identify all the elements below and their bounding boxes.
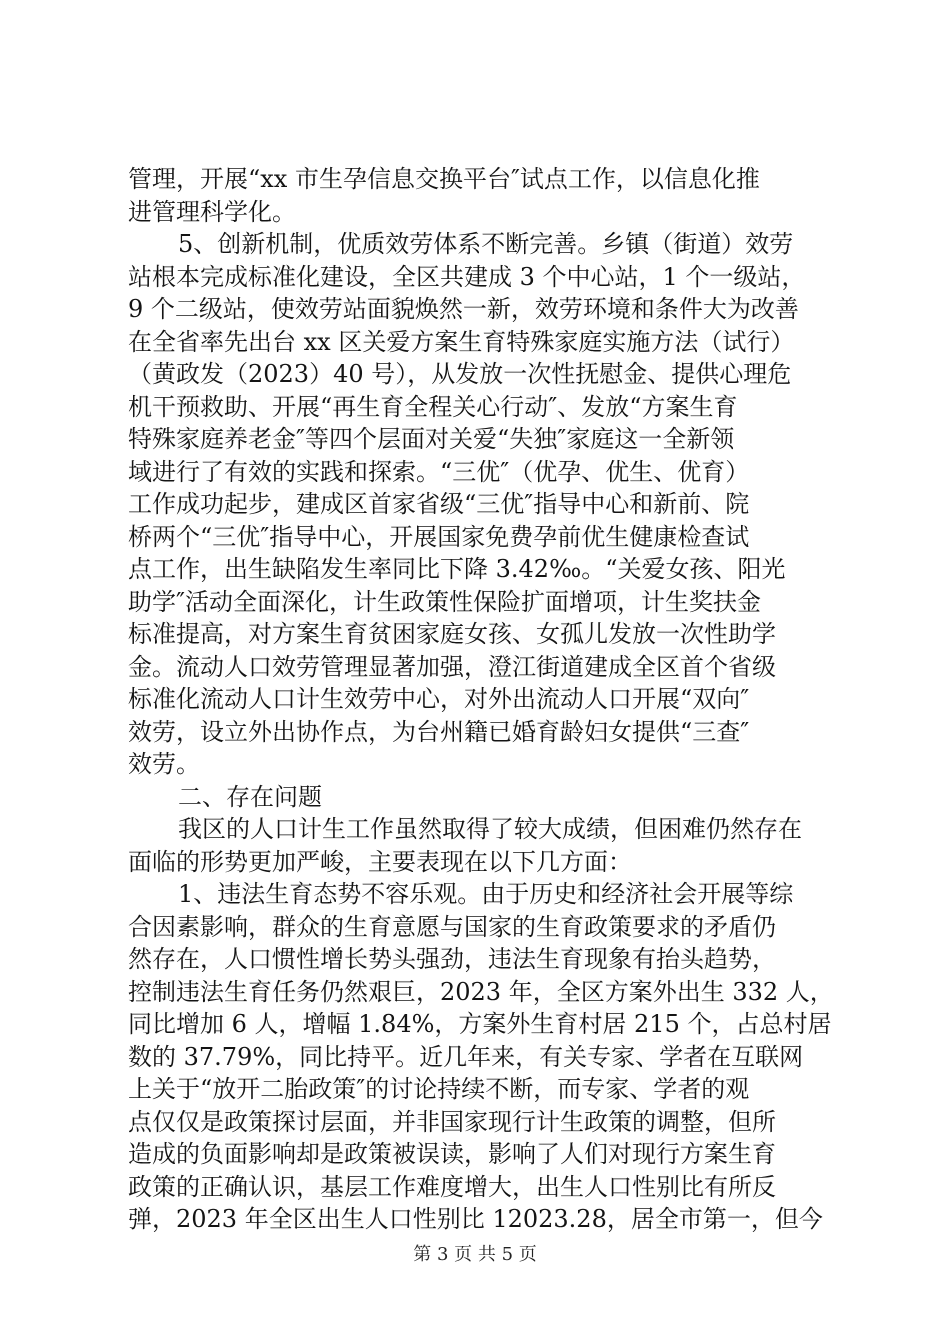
text-line: 数的 37.79%，同比持平。近几年来，有关专家、学者在互联网 [128, 1042, 804, 1071]
text-line: 造成的负面影响却是政策被误读，影响了人们对现行方案生育 [128, 1140, 776, 1168]
text-line: 进管理科学化。 [128, 197, 296, 226]
text-line: 面临的形势更加严峻，主要表现在以下几方面： [128, 847, 632, 876]
text-line: 标准化流动人口计生效劳中心，对外出流动人口开展“双向″ [128, 685, 750, 713]
section-heading: 二、存在问题 [178, 782, 322, 811]
text-line: 效劳，设立外出协作点，为台州籍已婚育龄妇女提供“三查″ [128, 717, 750, 746]
text-line: 管理，开展“xx 市生孕信息交换平台″试点工作，以信息化推 [128, 165, 760, 193]
text-line: （黄政发（2023）40 号），从发放一次性抚慰金、提供心理危 [128, 360, 792, 388]
text-line: 然存在，人口惯性增长势头强劲，违法生育现象有抬头趋势， [128, 945, 776, 973]
text-line: 机干预救助、开展“再生育全程关心行动″、发放“方案生育 [128, 392, 738, 421]
text-line: 特殊家庭养老金″等四个层面对关爱“失独″家庭这一全新领 [128, 425, 735, 453]
text-line: 助学″活动全面深化，计生政策性保险扩面增项，计生奖扶金 [128, 587, 761, 616]
text-line: 效劳。 [128, 750, 200, 778]
paragraph-start: 我区的人口计生工作虽然取得了较大成绩，但困难仍然存在 [178, 815, 802, 843]
text-line: 9 个二级站，使效劳站面貌焕然一新，效劳环境和条件大为改善 [128, 295, 799, 323]
text-line: 金。流动人口效劳管理显著加强，澄江街道建成全区首个省级 [128, 652, 776, 681]
text-line: 控制违法生育任务仍然艰巨，2023 年，全区方案外出生 332 人， [128, 977, 834, 1006]
text-line: 点工作，出生缺陷发生率同比下降 3.42‰。“关爱女孩、阳光 [128, 555, 786, 583]
text-line: 同比增加 6 人，增幅 1.84%，方案外生育村居 215 个，占总村居 [128, 1010, 832, 1038]
text-line: 站根本完成标准化建设，全区共建成 3 个中心站，1 个一级站， [128, 262, 806, 291]
page-footer [0, 1240, 950, 1266]
section-item-1: 1、违法生育态势不容乐观。由于历史和经济社会开展等综 [178, 880, 794, 908]
text-line: 在全省率先出台 xx 区关爱方案生育特殊家庭实施方法（试行） [128, 327, 795, 356]
text-line: 工作成功起步，建成区首家省级“三优″指导中心和新前、院 [128, 490, 750, 518]
text-line: 点仅仅是政策探讨层面，并非国家现行计生政策的调整，但所 [128, 1107, 776, 1136]
text-line: 合因素影响，群众的生育意愿与国家的生育政策要求的矛盾仍 [128, 912, 776, 941]
text-line: 政策的正确认识，基层工作难度增大，出生人口性别比有所反 [128, 1172, 776, 1201]
text-line: 桥两个“三优″指导中心，开展国家免费孕前优生健康检查试 [128, 522, 750, 551]
text-line: 弹，2023 年全区出生人口性别比 12023.28，居全市第一，但今 [128, 1205, 823, 1233]
text-line: 标准提高，对方案生育贫困家庭女孩、女孤儿发放一次性助学 [128, 620, 776, 648]
text-line: 域进行了有效的实践和探索。“三优″（优孕、优生、优育） [128, 457, 750, 486]
page-number: 第 3 页 共 5 页 [413, 1244, 537, 1265]
section-item-5: 5、创新机制，优质效劳体系不断完善。乡镇（街道）效劳 [178, 230, 794, 258]
document-body [128, 163, 834, 1236]
text-line: 上关于“放开二胎政策″的讨论持续不断，而专家、学者的观 [128, 1075, 750, 1103]
